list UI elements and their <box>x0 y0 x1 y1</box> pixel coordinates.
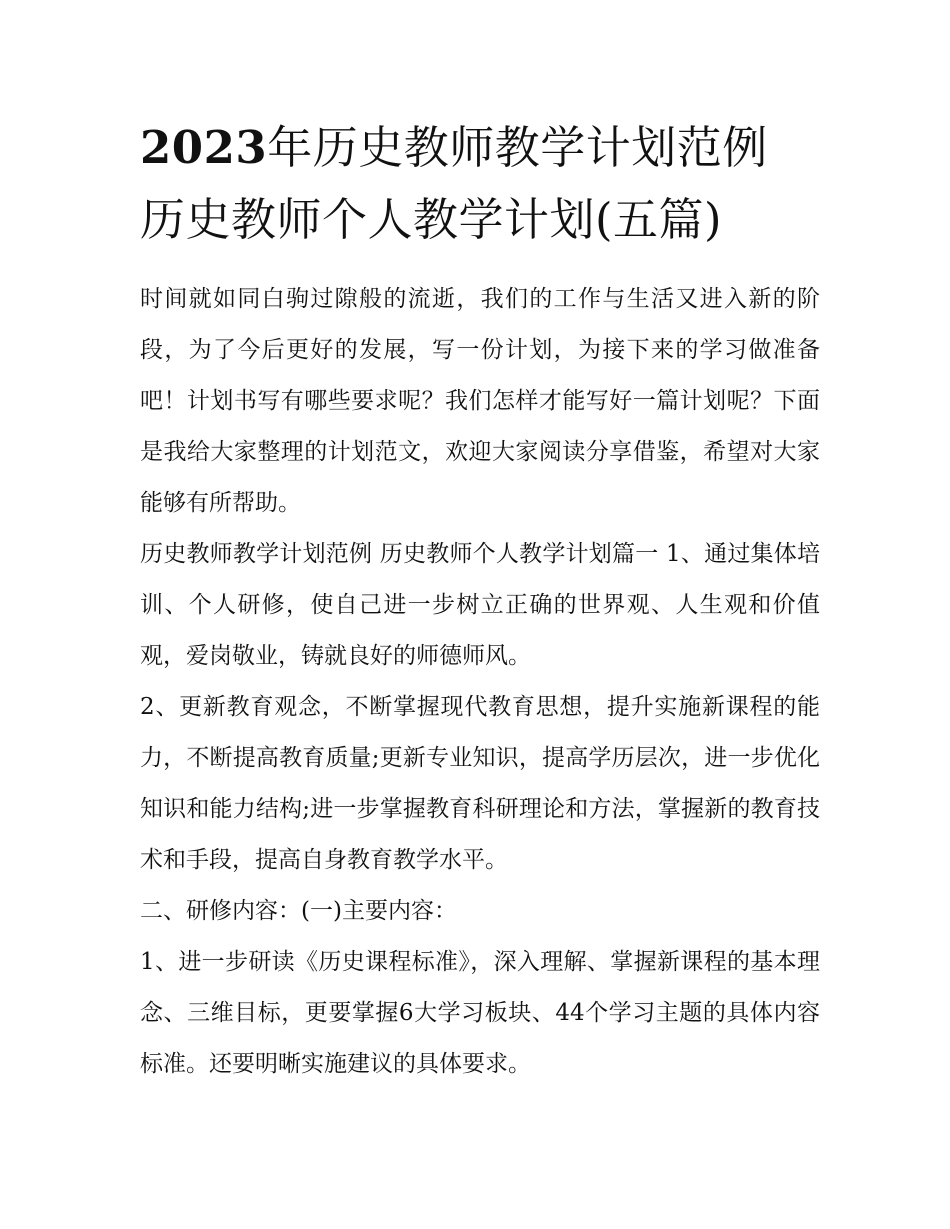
document-page <box>140 112 820 1090</box>
section-one-paragraph: 历史教师教学计划范例 历史教师个人教学计划篇一 1、通过集体培训、个人研修，使自己进一步树立正确的世界观、人生观和价值观，爱岗敬业，铸就良好的师德师风。 <box>140 541 820 669</box>
study-content-heading: 二、研修内容：(一)主要内容： <box>140 898 457 924</box>
document-title <box>140 112 820 256</box>
title-year: 2023 <box>140 121 268 174</box>
content-one-paragraph: 1、进一步研读《历史课程标准》，深入理解、掌握新课程的基本理念、三维目标，更要掌握6大学习板块、44个学习主题的具体内容标准。还要明晰实施建议的具体要求。 <box>140 949 820 1077</box>
intro-paragraph: 时间就如同白驹过隙般的流逝，我们的工作与生活又进入新的阶段，为了今后更好的发展，写一份计划，为接下来的学习做准备吧！计划书写有哪些要求呢？我们怎样才能写好一篇计划呢？下面是我给大家整理的计划范文，欢迎大家阅读分享借鉴，希望对大家能够有所帮助。 <box>140 286 820 516</box>
title-text: 年历史教师教学计划范例 历史教师个人教学计划(五篇) <box>140 121 768 246</box>
goal-two-paragraph: 2、更新教育观念，不断掌握现代教育思想，提升实施新课程的能力，不断提高教育质量;更新专业知识，提高学历层次，进一步优化知识和能力结构;进一步掌握教育科研理论和方法，掌握新的教育技术和手段，提高自身教育教学水平。 <box>140 694 820 873</box>
document-body <box>140 274 820 1090</box>
